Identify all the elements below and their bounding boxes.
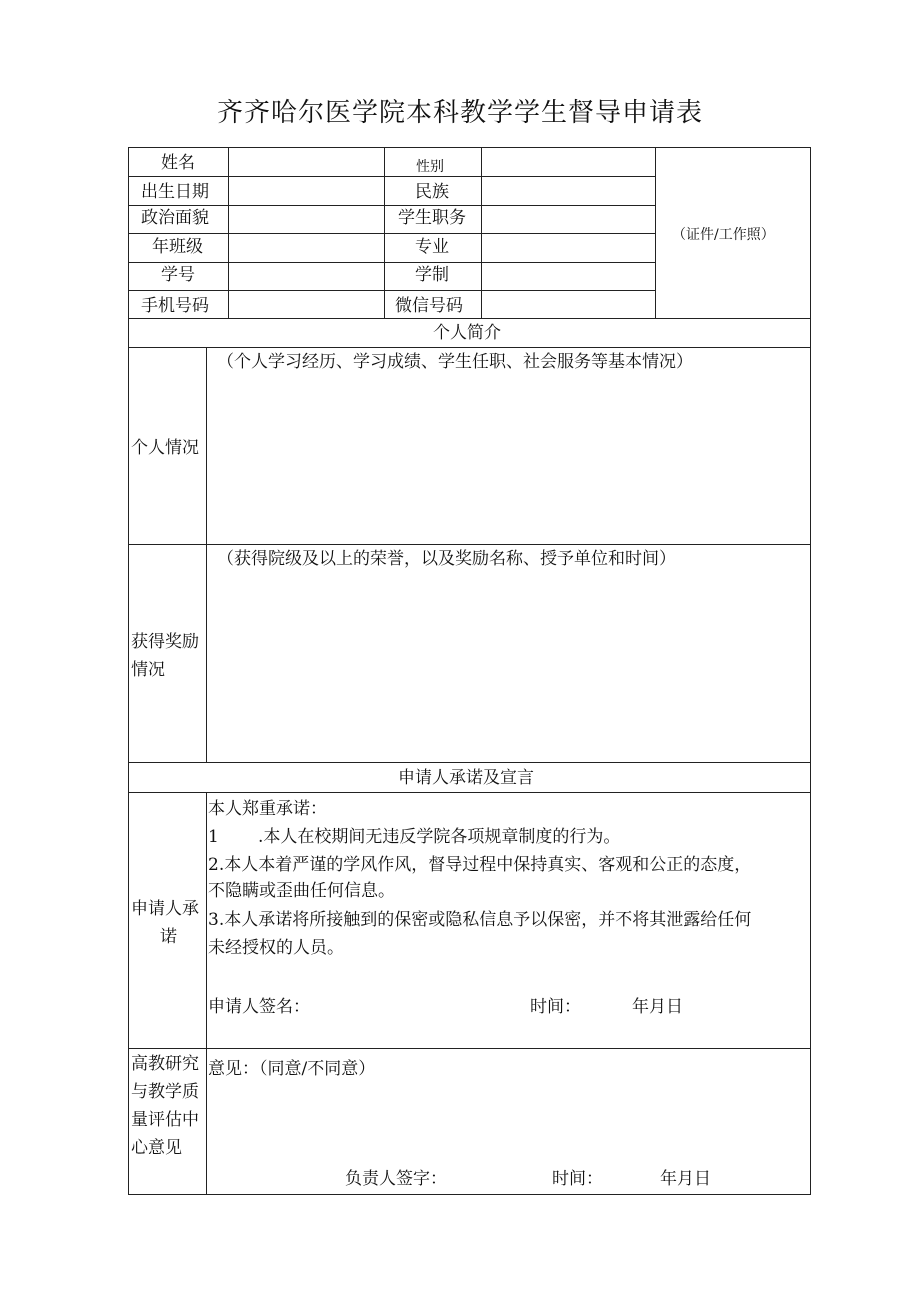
political-status-field[interactable] (229, 206, 384, 233)
review-label-line1: 高教研究 (131, 1054, 199, 1074)
pledge-item2-line1: 2.本人本着严谨的学风作风，督导过程中保持真实、客观和公正的态度， (208, 855, 752, 875)
table-border (128, 762, 811, 763)
student-role-field[interactable] (482, 206, 655, 233)
table-border (128, 1194, 811, 1195)
profile-section-header: 个人简介 (433, 323, 501, 343)
name-label: 姓名 (161, 153, 195, 173)
review-label-line4: 心意见 (131, 1138, 182, 1158)
personal-info-label: 个人情况 (131, 438, 199, 458)
awards-hint: （获得院级及以上的荣誉，以及奖励名称、授予单位和时间） (217, 549, 676, 569)
pledge-item1-number: 1 (208, 827, 219, 847)
phone-label: 手机号码 (141, 296, 209, 316)
political-status-label: 政治面貌 (141, 208, 209, 228)
gender-label: 性别 (416, 159, 444, 175)
student-id-field[interactable] (229, 263, 384, 290)
table-border (384, 147, 385, 319)
pledge-time-label: 时间： (530, 997, 581, 1017)
ethnicity-field[interactable] (482, 177, 655, 205)
wechat-label: 微信号码 (395, 296, 463, 316)
table-border (206, 792, 207, 1194)
pledge-item3-line2: 未经授权的人员。 (208, 938, 344, 958)
birth-date-label: 出生日期 (141, 182, 209, 202)
pledge-item2-line2: 不隐瞒或歪曲任何信息。 (208, 881, 395, 901)
name-field[interactable] (229, 148, 384, 176)
table-border (128, 147, 129, 1195)
applicant-signature-label: 申请人签名： (208, 997, 310, 1017)
pledge-item1-text: .本人在校期间无违反学院各项规章制度的行为。 (258, 827, 621, 847)
review-label-line3: 量评估中 (131, 1110, 199, 1130)
pledge-intro: 本人郑重承诺： (208, 799, 327, 819)
table-border (128, 1048, 811, 1049)
awards-field[interactable] (207, 572, 810, 762)
review-opinion[interactable]: 意见：（同意/不同意） (208, 1059, 376, 1079)
personal-info-hint: （个人学习经历、学习成绩、学生任职、社会服务等基本情况） (217, 352, 693, 372)
major-label: 专业 (415, 237, 449, 257)
review-date[interactable]: 年月日 (660, 1169, 711, 1189)
program-length-field[interactable] (482, 263, 655, 290)
table-border (810, 147, 811, 1195)
pledge-item3-line1: 3.本人承诺将所接触到的保密或隐私信息予以保密，并不将其泄露给任何 (208, 910, 752, 930)
class-label: 年班级 (152, 237, 203, 257)
reviewer-signature-label: 负责人签字： (345, 1169, 447, 1189)
photo-placeholder[interactable]: （证件/工作照） (672, 227, 775, 243)
table-border (128, 544, 811, 545)
awards-label-line2: 情况 (131, 660, 165, 680)
ethnicity-label: 民族 (415, 182, 449, 202)
birth-date-field[interactable] (229, 177, 384, 205)
table-border (128, 347, 811, 348)
class-field[interactable] (229, 234, 384, 262)
reviewer-signature-field[interactable] (452, 1164, 542, 1192)
wechat-field[interactable] (482, 291, 655, 318)
program-length-label: 学制 (415, 265, 449, 285)
student-role-label: 学生职务 (398, 208, 466, 228)
awards-label-line1: 获得奖励 (131, 632, 199, 652)
applicant-signature-field[interactable] (312, 992, 512, 1020)
table-border (655, 147, 656, 319)
review-label-line2: 与教学质 (131, 1082, 199, 1102)
pledge-label-line1: 申请人承 (131, 899, 199, 919)
table-border (128, 792, 811, 793)
major-field[interactable] (482, 234, 655, 262)
pledge-section-header: 申请人承诺及宣言 (398, 768, 534, 788)
page-title: 齐齐哈尔医学院本科教学学生督导申请表 (216, 98, 703, 128)
pledge-label-line2: 诺 (160, 927, 177, 947)
review-time-label: 时间： (552, 1169, 603, 1189)
personal-info-field[interactable] (207, 375, 810, 544)
student-id-label: 学号 (161, 265, 195, 285)
phone-field[interactable] (229, 291, 384, 318)
table-border (128, 318, 811, 319)
gender-field[interactable] (482, 148, 655, 176)
pledge-date[interactable]: 年月日 (632, 997, 683, 1017)
